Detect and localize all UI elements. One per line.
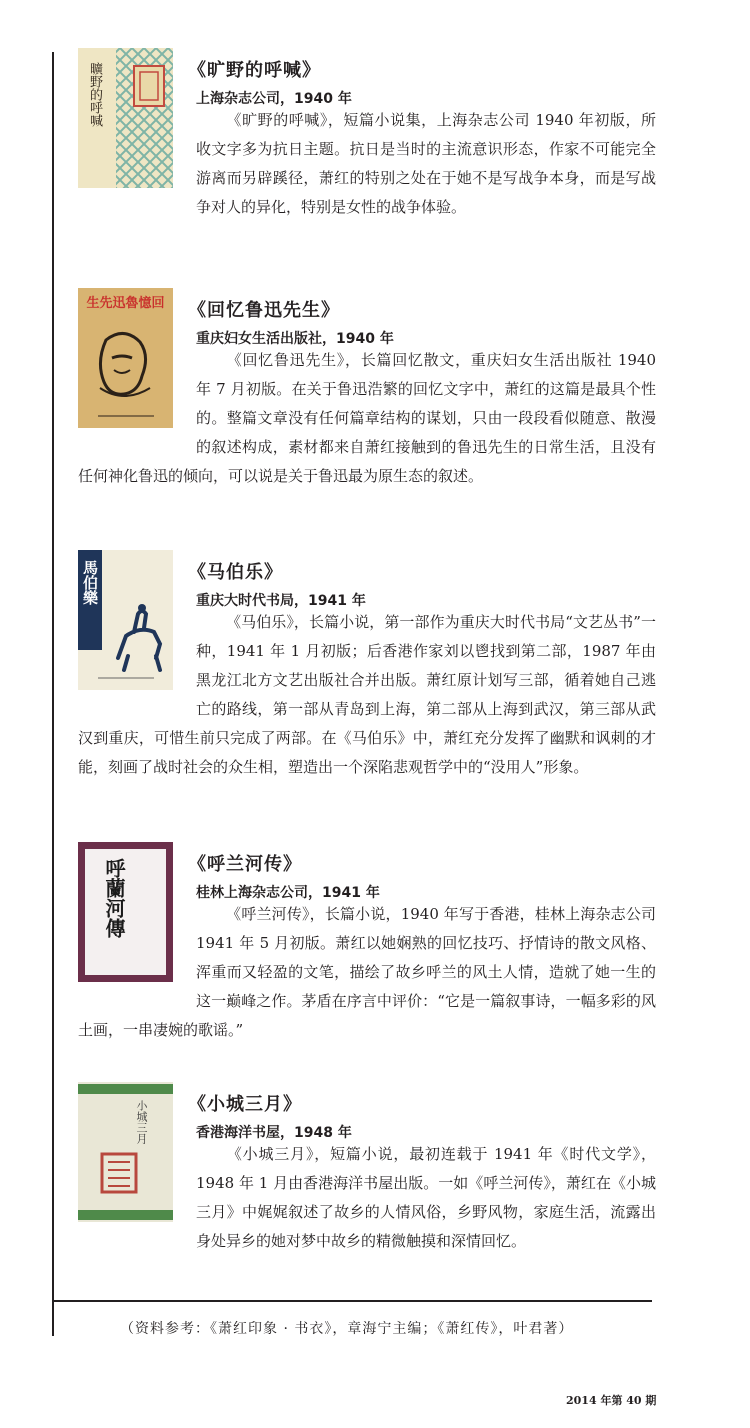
book-title: 《旷野的呼喊》	[188, 60, 321, 81]
book-description: 《呼兰河传》，长篇小说，1940 年写于香港，桂林上海杂志公司 1941 年 5 月初版。萧红以她娴熟的回忆技巧、抒情诗的散文风格、浑重而又轻盈的文笔，描绘了故乡呼兰的风土人情，造就了她一生的这一巅峰之作。茅盾在序言中评价：“它是一篇叙事诗，一幅多彩的风土画，一串凄婉的歌谣。”	[78, 905, 656, 1039]
book-publisher: 香港海洋书屋，1948 年	[196, 1125, 352, 1141]
book-title: 《马伯乐》	[188, 562, 283, 583]
book-publisher: 桂林上海杂志公司，1941 年	[196, 885, 380, 901]
book-title: 《回忆鲁迅先生》	[188, 300, 340, 321]
left-vertical-rule	[52, 52, 54, 1336]
issue-page-number: 2014 年第 40 期	[566, 1394, 657, 1407]
cover-title-kuangye: 曠野的呼喊	[87, 62, 102, 127]
footer-horizontal-rule	[52, 1300, 652, 1302]
cover-title-hulanhe: 呼蘭河傳	[102, 858, 126, 938]
book-description: 《马伯乐》，长篇小说，第一部作为重庆大时代书局“文艺丛书”一种，1941 年 1 月初版；后香港作家刘以鬯找到第二部，1987 年由黑龙江北方文艺出版社合并出版。萧红原计划写三部，循着她自己逃亡的路线，第一部从青岛到上海，第二部从上海到武汉，第三部从武汉到重庆，可惜生前只完成了两部。在《马伯乐》中，萧红充分发挥了幽默和讽刺的才能，刻画了战时社会的众生相，塑造出一个深陷悲观哲学中的“没用人”形象。	[78, 613, 656, 776]
book-title: 《小城三月》	[188, 1094, 302, 1115]
book-description: 《旷野的呼喊》，短篇小说集，上海杂志公司 1940 年初版，所收文字多为抗日主题。抗日是当时的主流意识形态，作家不可能完全游离而另辟蹊径，萧红的特别之处在于她不是写战争本身，而是写战争对人的异化，特别是女性的战争体验。	[196, 111, 656, 216]
cover-title-xiaocheng: 小城三月	[135, 1100, 148, 1144]
book-description: 《回忆鲁迅先生》，长篇回忆散文，重庆妇女生活出版社 1940 年 7 月初版。在关于鲁迅浩繁的回忆文字中，萧红的这篇是最具个性的。整篇文章没有任何篇章结构的谋划，只由一段段看似随意、散漫的叙述构成，素材都来自萧红接触到的鲁迅先生的日常生活，且没有任何神化鲁迅的倾向，可以说是关于鲁迅最为原生态的叙述。	[78, 351, 656, 485]
book-publisher: 上海杂志公司，1940 年	[196, 91, 352, 107]
cover-title-maboyue: 馬伯樂	[81, 560, 99, 605]
book-title: 《呼兰河传》	[188, 854, 302, 875]
book-publisher: 重庆妇女生活出版社，1940 年	[196, 331, 394, 347]
book-description: 《小城三月》，短篇小说，最初连载于 1941 年《时代文学》，1948 年 1 月由香港海洋书屋出版。一如《呼兰河传》，萧红在《小城三月》中娓娓叙述了故乡的人情风俗，乡野风物，家庭生活，流露出身处异乡的她对梦中故乡的精微触摸和深情回忆。	[196, 1145, 656, 1250]
book-publisher: 重庆大时代书局，1941 年	[196, 593, 366, 609]
references-note: （资料参考：《萧红印象 · 书衣》，章海宁主编；《萧红传》，叶君著）	[120, 1321, 574, 1337]
cover-title-huiyi: 回憶魯迅先生	[86, 296, 165, 311]
